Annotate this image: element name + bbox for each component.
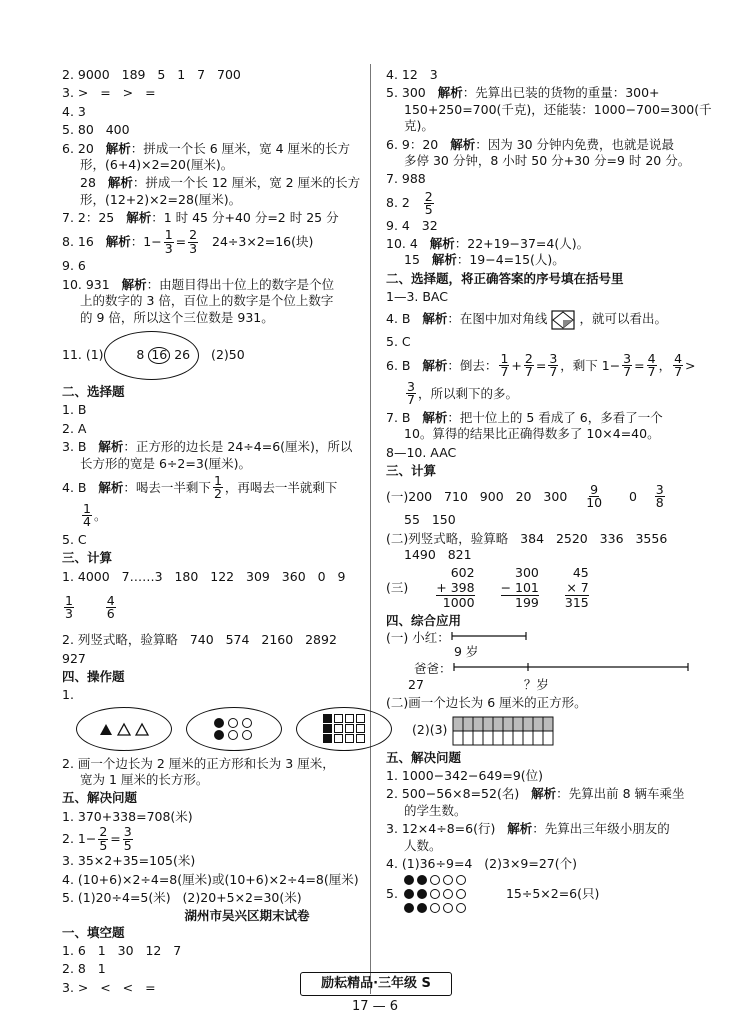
- dots-oval: [186, 707, 282, 751]
- section-heading: 三、计算: [62, 550, 113, 566]
- dot-groups: [404, 875, 466, 913]
- fraction: $\frac{4}{6}$: [106, 592, 115, 622]
- answer-line: 人数。: [404, 837, 442, 853]
- answer-line: 6. 20 解析：拼成一个长 6 厘米，宽 4 厘米的长方: [62, 140, 351, 156]
- answer-line: 形，(6+4)×2=20(厘米)。: [80, 156, 234, 172]
- answer-line: 9. 4 32: [386, 217, 438, 233]
- dots-icon: [214, 718, 254, 740]
- fraction: $\frac{3}{7}$: [407, 378, 415, 408]
- vertical-calc-group: [436, 566, 588, 610]
- vertical-calc: 45 × 7 315: [564, 565, 589, 610]
- answer-line: 10. 931 解析：由题目得出十位上的数字是个位: [62, 276, 335, 292]
- answer-line: 多停 30 分钟，8 小时 50 分+30 分=9 时 20 分。: [404, 152, 691, 168]
- fraction: $\frac{1}{3}$: [65, 592, 73, 622]
- answer-line: 1. 1000−342−649=9(位): [386, 768, 544, 783]
- answer-line: 5. 300 解析：先算出已装的货物的重量：300+: [386, 85, 660, 101]
- label: (三): [386, 580, 409, 596]
- operation-figures: [76, 707, 392, 751]
- answer-line: 1. 370+338=708(米): [62, 808, 193, 824]
- answer-line: 2. 列竖式略，验算略 740 574 2160 2892: [62, 632, 337, 648]
- answer-line: 2. A: [62, 420, 87, 436]
- age-label: 9 岁: [454, 644, 479, 660]
- segment-diagram: [450, 631, 530, 645]
- right-column: [386, 68, 716, 913]
- section-heading: 四、综合应用: [386, 613, 462, 629]
- answer-line: 1—3. BAC: [386, 289, 448, 305]
- exam-title: 湖州市吴兴区期末试卷: [184, 908, 310, 924]
- fraction: $\frac{4}{7}$: [674, 350, 683, 380]
- answer-line: 8. 2 $\frac{2}{5}$: [386, 188, 433, 218]
- answer-line: 15 解析：19−4=15(人)。: [404, 252, 565, 268]
- answer-line: $\frac{3}{7}$ ，所以剩下的多。: [407, 378, 518, 408]
- fraction: $\frac{3}{8}$: [655, 481, 664, 511]
- section-heading: 五、解决问题: [386, 749, 462, 765]
- answer-line: 927: [62, 650, 86, 666]
- answer-line: 2. 画一个边长为 2 厘米的正方形和长为 3 厘米，: [62, 755, 335, 771]
- answer-line: 4. B 解析 ：喝去一半剩下 $\frac{1}{2}$ ，再喝去一半就剩下: [62, 472, 338, 502]
- section-heading: 二、选择题，将正确答案的序号填在括号里: [386, 270, 624, 286]
- fraction: $\frac{3}{5}$: [123, 824, 132, 853]
- answer-line: 6. 9：20 解析：因为 30 分钟内免费，也就是说最: [386, 136, 675, 152]
- fraction: $\frac{1}{4}$: [83, 500, 91, 530]
- answer-line: 10. 4 解析：22+19−37=4(人)。: [386, 236, 590, 251]
- answer-line: 150+250=700(千克)，还能装：1000−700=300(千: [404, 101, 712, 117]
- answer-line: 2. 9000 189 5 1 7 700: [62, 67, 241, 82]
- answer-line: 1. 6 1 30 12 7: [62, 943, 182, 958]
- answer-line: 5. C: [62, 531, 87, 547]
- answer-line: 5. C: [386, 333, 411, 349]
- circled-number: 16: [148, 347, 170, 363]
- answer-line: 10。算得的结果比正确得数多了 10×4=40。: [404, 426, 660, 442]
- fraction: $\frac{1}{3}$: [164, 227, 173, 256]
- left-column: [62, 68, 392, 995]
- brand-label: 励耘精品·三年级 S: [300, 972, 452, 996]
- answer-line: 形，(12+2)×2=28(厘米)。: [80, 191, 242, 207]
- page-number: 17 — 6: [351, 999, 399, 1014]
- shaded-grid: [451, 715, 575, 747]
- segment-diagram: [452, 662, 692, 676]
- fraction: $\frac{3}{7}$: [549, 350, 558, 380]
- answer-line: 4. (10+6)×2÷4=8(厘米)或(10+6)×2÷4=8(厘米): [62, 871, 359, 887]
- answer-line: 3. > < < =: [62, 979, 156, 995]
- answer-line: 1. 4000 7……3 180 122 309 360 0 9: [62, 568, 346, 584]
- answer-line: 5. (1)20÷4=5(米) (2)20+5×2=30(米): [62, 889, 302, 905]
- answer-line: 1.: [62, 687, 74, 703]
- answer-line: 2. 1− $\frac{2}{5}$ = $\frac{3}{5}$: [62, 824, 132, 853]
- answer-line: 5. 15÷5×2=6(只): [386, 875, 716, 913]
- answer-line: 2. 8 1: [62, 961, 106, 977]
- triangles-oval: [76, 707, 172, 751]
- answer-line: 克)。: [404, 118, 434, 134]
- answer-line: (二)画一个边长为 6 厘米的正方形。: [386, 695, 587, 711]
- fraction: $\frac{9}{10}$: [586, 481, 603, 511]
- answer-line: 55 150: [404, 512, 456, 528]
- answer-line: 3. B 解析：正方形的边长是 24÷4=6(厘米)，所以: [62, 439, 353, 455]
- answer-line: 爸爸：: [414, 662, 716, 676]
- answer-line: 8. 16 解析 ：1− $\frac{1}{3}$ = $\frac{2}{3}$ 24÷3×2=16(块): [62, 227, 314, 256]
- fraction: $\frac{1}{2}$: [213, 472, 222, 502]
- answer-line: 2. 500−56×8=52(名) 解析：先算出前 8 辆车乘坐: [386, 786, 685, 802]
- answer-line: 7. 2：25 解析：1 时 45 分+40 分=2 时 25 分: [62, 210, 339, 225]
- section-heading: 二、选择题: [62, 384, 125, 399]
- answer-line: 宽为 1 厘米的长方形。: [80, 772, 209, 787]
- answer-line: 1490 821: [404, 546, 472, 562]
- fraction: $\frac{1}{7}$: [500, 350, 509, 380]
- answer-line: 4. 3: [62, 103, 86, 119]
- squares-oval: [296, 707, 392, 751]
- answer-line: 5. 80 400: [62, 122, 130, 138]
- answer-line: 7. 988: [386, 171, 426, 187]
- vertical-calculations: [386, 566, 716, 610]
- answer-line: 4. 12 3: [386, 67, 438, 82]
- answer-line: [62, 586, 392, 629]
- fraction: $\frac{2}{5}$: [424, 188, 433, 218]
- fraction: $\frac{2}{3}$: [189, 227, 198, 256]
- answer-line: 4. (1)36÷9=4 (2)3×9=27(个): [386, 855, 578, 871]
- answer-line: 的 9 倍，所以这个三位数是 931。: [80, 309, 274, 325]
- answer-line: 6. B 解析 ：倒去： $\frac{1}{7}$ + $\frac{2}{7}$ = $\frac{3}{7}$ ，剩下 1− $\frac{3}{7}$ = $\frac{4}{7}$ ， $\frac{4}{7}$ >: [386, 350, 696, 380]
- circled-numbers: 8 16 26: [104, 331, 200, 380]
- answer-line: 8—10. AAC: [386, 444, 457, 460]
- answer-line: (2)(3): [386, 715, 716, 747]
- answer-line: $\frac{1}{4}$ 。: [83, 500, 107, 530]
- answer-line: 3. 12×4÷8=6(行) 解析：先算出三年级小朋友的: [386, 821, 670, 837]
- section-heading: 三、计算: [386, 463, 437, 478]
- answer-line: 的学生数。: [404, 802, 467, 818]
- answer-line: (一) 小红：: [386, 631, 716, 645]
- answer-line: 长方形的宽是 6÷2=3(厘米)。: [80, 455, 252, 471]
- answer-line: 3. 35×2+35=105(米): [62, 853, 196, 869]
- answer-line: 7. B 解析：把十位上的 5 看成了 6，多看了一个: [386, 409, 663, 425]
- fraction: $\frac{3}{7}$: [623, 350, 632, 380]
- answer-line: 4. B 解析 ：在图中加对角线 ，就可以看出。: [386, 309, 716, 331]
- answer-line: (一)200 710 900 20 300 $\frac{9}{10}$ 0 $\frac{3}{8}$: [386, 481, 664, 511]
- fraction: $\frac{4}{7}$: [647, 350, 656, 380]
- answer-line: 3. > = > =: [62, 85, 156, 101]
- answer-line: 9. 6: [62, 258, 86, 274]
- fraction: $\frac{2}{5}$: [99, 824, 108, 853]
- squares-icon: [323, 714, 366, 743]
- section-heading: 五、解决问题: [62, 790, 138, 806]
- answer-line: 上的数字的 3 倍，百位上的数字是个位上数字: [80, 293, 334, 309]
- section-heading: 一、填空题: [62, 924, 125, 940]
- diagonal-square-icon: [550, 309, 576, 331]
- fraction: $\frac{2}{7}$: [524, 350, 533, 380]
- answer-line: 1. B: [62, 402, 87, 418]
- section-heading: 四、操作题: [62, 668, 125, 684]
- answer-line: 28 解析：拼成一个长 12 厘米，宽 2 厘米的长方: [80, 175, 361, 191]
- answer-line: 27 ？岁: [408, 676, 549, 692]
- answer-line: (二)列竖式略，验算略 384 2520 336 3556: [386, 530, 668, 546]
- answer-line: 11. (1) 8 16 26 (2)50: [62, 331, 392, 380]
- vertical-calc: 300 − 101 199: [500, 565, 539, 610]
- vertical-calc: 602 + 398 1000: [436, 565, 475, 610]
- triangles-icon: [94, 720, 154, 738]
